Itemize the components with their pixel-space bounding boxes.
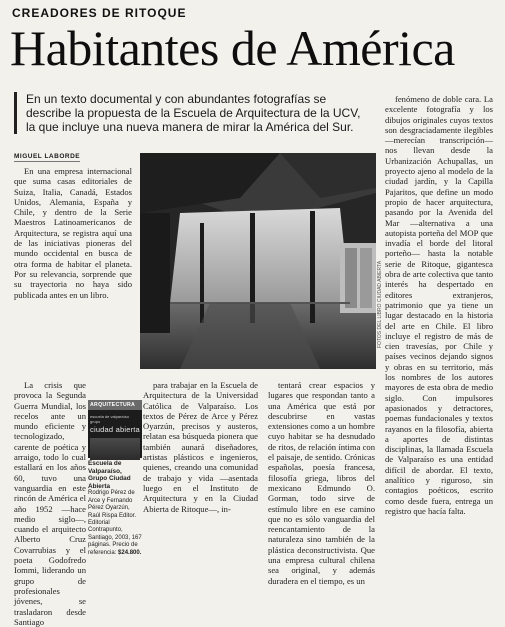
photo-credit: FOTOS DEL LIBRO CIUDAD ABIERTA <box>377 260 383 348</box>
deck: En un texto documental y con abundantes fotografías se describe la propuesta de la Escuela de Arquitectura de la UCV, la que incluye una nueva manera de mirar la América del Sur. <box>14 92 371 134</box>
paragraph: fenómeno de doble cara. La excelente fotografía y los dibujos originales cuyos textos son desgraciadamente ilegibles —merecían transcripción— nos llevan desde la Urbanización Achupallas, un proyecto ajeno al modelo de la ciudad jardín, y la Capilla Pajaritos, que define un modo propio de hacer arquitectura, pasando por la Avenida del Mar —alternativa a una autopista porteña del MOP que invadía el borde del litoral porteño— hasta la notable serie de Ritoque, gigantesca obra de arte colectiva que tanto interés ha despertado en editores extranjeros, patrimonio que ya tiene un lugar destacado en la historia del arte en Chile. El libro incluye el registro de más de cien travesías, por Chile y países vecinos dejando signos y obras en su territorio, más los nombres de los autores mayores de esta obra de medio siglo. Con impulsores apasionados y detractores, poemas fundacionales y textos rayanos en la filosofía, abierta a aportes de distintas disciplinas, la llamada Escuela de Valparaíso es una entidad difícil de abordar. El texto, analítico y riguroso, sin contagios poéticos, escrito como desde fuera, entrega un registro que hacía falta. <box>385 94 493 516</box>
book-infobox <box>88 460 142 557</box>
infobox-price: $24.800. <box>118 549 142 556</box>
book-title: ciudad abierta <box>90 425 140 434</box>
book-series: ARQUITECTURA <box>88 400 142 410</box>
book-cover-image <box>90 438 140 460</box>
infobox-details: Rodrigo Pérez de Arce y Fernando Pérez Oyarzún, Raúl Rispa Editor. Editorial Contrapunto, Santiago, 2003, 167 páginas. Precio de referencia: <box>88 490 142 556</box>
column-2 <box>143 380 258 514</box>
byline: MIGUEL LABORDE <box>14 153 81 160</box>
section-kicker: CREADORES DE RITOQUE <box>12 6 187 20</box>
paragraph: para trabajar en la Escuela de Arquitectura de la Universidad Católica de Valparaíso. Los textos de Pérez de Arce y Pérez Oyarzún, precisos y austeros, relatan esa búsqueda pionera que también aunará diseñadores, artistas plásticos e ingenieros, quienes, creando una comunidad de trabajo y vida —asentada luego en el Instituto de Arquitectura y en la Ciudad Abierta de Ritoque—, in- <box>143 380 258 514</box>
infobox-title: Escuela de Valparaíso, Grupo Ciudad Abierta <box>88 460 131 490</box>
book-cover <box>88 400 142 458</box>
column-1-top <box>14 166 132 300</box>
column-1-bottom <box>14 380 86 627</box>
book-subtitle: escuela de valparaíso grupo <box>90 414 129 424</box>
paragraph: En una empresa internacional que suma casas editoriales de Suiza, Italia, Canadá, Estados Unidos, Alemania, España y Chile, y dentro de la Serie Maestros Latinoamericanos de Arquitectura, se registra aquí una de las iniciativas pioneras del mundo occidental en busca de otra forma de habitar el planeta. Por su relevancia, sorprende que su trayectoria no haya sido publicada antes en un libro. <box>14 166 132 300</box>
column-4 <box>385 94 493 516</box>
paragraph: tentará crear espacios y lugares que respondan tanto a una América que está por descubrirse en vastas extensiones como a un hombre cuyo habitar se ha desnudado de ritos, de relación íntima con el paisaje, de sentido. Crónicas españolas, poesía francesa, filosofía griega, libros del mexicano Edmundo O. Gorman, todo sirve de estímulo libre en ese camino que no es sólo vanguardia del reencantamiento de la naturaleza sino también de la plástica deconstructivista. Que una empresa cultural chilena sea original, y además duradera en el tiempo, es un <box>268 380 375 586</box>
article-photo <box>140 153 376 369</box>
paragraph: La crisis que provoca la Segunda Guerra Mundial, los recelos ante un mundo eficiente y tecnologizado, carente de poética y arraigo, todo lo cual estallará en los años 60, tuvo una vanguardia en este rincón de América el año 1952 —hace medio siglo—, cuando el arquitecto Alberto Cruz Covarrubias y el poeta Godofredo Iommi, liderando un grupo de profesionales jóvenes, se trasladaron desde Santiago <box>14 380 86 627</box>
architecture-photo-illustration <box>140 153 376 369</box>
column-3 <box>268 380 375 586</box>
headline: Habitantes de América <box>10 20 455 76</box>
